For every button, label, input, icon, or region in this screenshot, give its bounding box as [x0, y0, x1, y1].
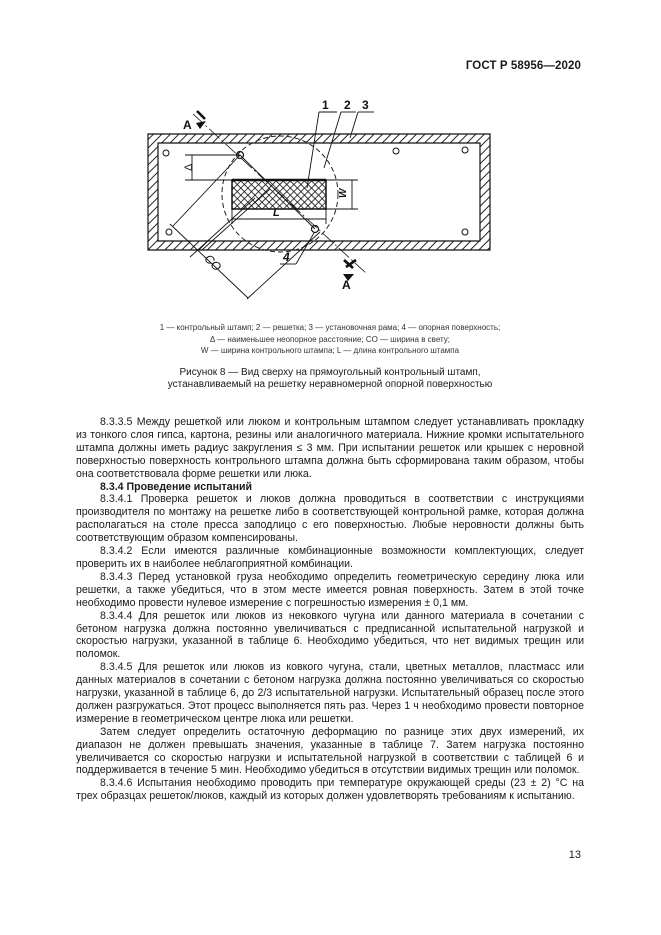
body-text [76, 416, 584, 803]
document-header: ГОСТ Р 58956—2020 [465, 60, 581, 72]
paragraph-8-3-4-4: 8.3.4.4 Для решеток или люков из нековкого чугуна или данного материала в сочетании с бетоном нагрузка должна постоянно увеличиваться с предписанной испытательной нагрузкой и скоростью нагрузки, указанной в таблице 6. Необходимо убедиться, что нет видимых трещин или поломок. [76, 609, 584, 661]
delta-label: Δ [183, 163, 195, 171]
callout-3: 3 [362, 98, 369, 112]
legend-line: 1 — контрольный штамп; 2 — решетка; 3 — установочная рама; 4 — опорная поверхность; [159, 323, 501, 332]
page-number: 13 [568, 849, 581, 861]
paragraph-residual-deformation: Затем следует определить остаточную деформацию по разнице этих двух измерений, их диапазон не должен превышать значения, указанные в таблице 7. Затем нагрузка постоянно увеличивается со скоростью нагрузки и испытательной нагрузкой в соответствии с таблицей 6 и поддерживается в течение 5 мин. Необходимо убедиться в отсутствии видимых трещин или поломок. [76, 725, 584, 777]
figure-8-diagram [110, 92, 510, 317]
co-label: СО [201, 251, 225, 274]
paragraph-8-3-3-5: 8.3.3.5 Между решеткой или люком и контрольным штампом следует устанавливать прокладку из тонкого слоя гипса, картона, резины или аналогичного материала. Нижние кромки испытательного штампа должны иметь радиус закругления ≤ 3 мм. При испытании решеток или крышек с неровной поверхностью поверхность контрольного штампа должна быть сформирована таким образом, чтобы она соответствовала форме решетки или люка. [76, 416, 584, 480]
caption-line: устанавливаемый на решетку неравномерной опорной поверхностью [167, 379, 493, 390]
paragraph-8-3-4-6: 8.3.4.6 Испытания необходимо проводить при температуре окружающей среды (23 ± 2) °С на трех образцах решеток/люков, каждый из которых должен удовлетворять требованиям к испытанию. [76, 777, 584, 803]
callout-1: 1 [322, 98, 329, 112]
section-label-bottom: А [342, 278, 351, 292]
paragraph-8-3-4-3: 8.3.4.3 Перед установкой груза необходимо определить геометрическую середину люка или решетки, а также убедиться, что в этом месте имеется ровная поверхность. Затем в этой точке необходимо провести нулевое измерение с погрешностью измерения ± 0,1 мм. [76, 570, 584, 609]
w-label: W [338, 188, 349, 198]
paragraph-8-3-4-5: 8.3.4.5 Для решеток или люков из ковкого чугуна, стали, цветных металлов, пластмасс или данных материалов в сочетании с бетоном нагрузка должна постоянно увеличиваться со скоростью нагрузки, указанной в таблице 6, до 2/3 испытательной нагрузки. Испытательный образец после этого должен разгружаться. Этот процесс выполняется пять раз. Через 1 ч необходимо провести повторное измерение в геометрическом центре люка или решетки. [76, 661, 584, 725]
section-heading-8-3-4: 8.3.4 Проведение испытаний [100, 480, 253, 493]
l-label: L [273, 207, 280, 219]
callout-2: 2 [344, 98, 351, 112]
caption-line: Рисунок 8 — Вид сверху на прямоугольный контрольный штамп, [179, 367, 481, 378]
section-arrow-top [196, 121, 206, 129]
test-stamp [232, 180, 326, 209]
legend-line: Δ — наименьшее неопорное расстояние; CO — ширина в свету; [209, 334, 450, 344]
figure-legend [80, 322, 580, 357]
callout-4: 4 [283, 250, 290, 264]
legend-line: W — ширина контрольного штампа; L — длина контрольного штампа [200, 346, 460, 355]
paragraph-8-3-4-2: 8.3.4.2 Если имеются различные комбинационные возможности комплектующих, следует проверить их в наиболее неблагоприятной комбинации. [76, 545, 584, 570]
clear-width-dimension [170, 155, 320, 299]
section-label-top: А [183, 118, 192, 132]
paragraph-8-3-4-1: 8.3.4.1 Проверка решеток и люков должна проводиться в соответствии с инструкциями производителя по монтажу на решетке либо в соответствующей контрольной рамке, которая должна располагаться на столе пресса заподлицо с его поверхностью. Любые неровности должны быть соответствующим образом компенсированы. [76, 493, 584, 545]
figure-caption [80, 367, 580, 391]
